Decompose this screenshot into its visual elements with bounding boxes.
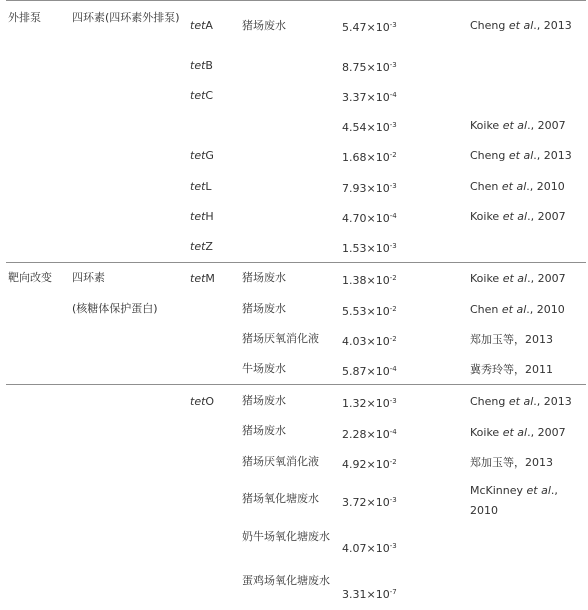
source-sample: 猪场废水 — [242, 271, 286, 284]
gene-name: tetA — [190, 19, 213, 32]
section-divider — [6, 384, 586, 385]
abundance-value: $4.92\times 10^{-2}$ — [342, 458, 397, 471]
reference: Cheng et al., 2013 — [470, 19, 572, 32]
reference: Chen et al., 2010 — [470, 303, 565, 316]
abundance-value: $1.68\times 10^{-2}$ — [342, 151, 397, 164]
abundance-value: $5.47\times 10^{-3}$ — [342, 21, 397, 34]
abundance-value: $4.54\times 10^{-3}$ — [342, 121, 397, 134]
reference: Koike et al., 2007 — [470, 119, 566, 132]
table-top-border — [6, 0, 586, 1]
abundance-value: $3.31\times 10^{-7}$ — [342, 588, 397, 601]
reference-continued: 2010 — [470, 504, 498, 517]
source-sample: 猪场废水 — [242, 302, 286, 315]
reference: Cheng et al., 2013 — [470, 149, 572, 162]
gene-name: tetZ — [190, 240, 213, 253]
antibiotic-class: 四环素 — [72, 271, 105, 284]
reference: 郑加玉等，2013 — [470, 333, 553, 346]
source-sample: 牛场废水 — [242, 362, 286, 375]
section-divider — [6, 262, 586, 263]
gene-name: tetC — [190, 89, 214, 102]
antibiotic-class: (核糖体保护蛋白) — [72, 302, 158, 315]
abundance-value: $5.87\times 10^{-4}$ — [342, 365, 397, 378]
reference: 郑加玉等，2013 — [470, 456, 553, 469]
reference: Cheng et al., 2013 — [470, 395, 572, 408]
gene-name: tetH — [190, 210, 214, 223]
reference: Koike et al., 2007 — [470, 210, 566, 223]
source-sample: 猪场厌氧消化液 — [242, 455, 319, 468]
source-sample: 猪场厌氧消化液 — [242, 332, 319, 345]
abundance-value: $1.32\times 10^{-3}$ — [342, 397, 397, 410]
gene-name: tetL — [190, 180, 212, 193]
source-sample: 蛋鸡场氧化塘废水 — [242, 574, 330, 587]
resistance-mechanism: 外排泵 — [8, 11, 41, 24]
abundance-value: $3.37\times 10^{-4}$ — [342, 91, 397, 104]
resistance-mechanism: 靶向改变 — [8, 271, 52, 284]
abundance-value: $4.70\times 10^{-4}$ — [342, 212, 397, 225]
reference: Chen et al., 2010 — [470, 180, 565, 193]
gene-name: tetO — [190, 395, 215, 408]
abundance-value: $1.53\times 10^{-3}$ — [342, 242, 397, 255]
gene-name: tetM — [190, 272, 215, 285]
abundance-value: $3.72\times 10^{-3}$ — [342, 496, 397, 509]
reference: 冀秀玲等，2011 — [470, 363, 553, 376]
source-sample: 猪场废水 — [242, 19, 286, 32]
source-sample: 猪场废水 — [242, 394, 286, 407]
reference: Koike et al., 2007 — [470, 426, 566, 439]
gene-name: tetG — [190, 149, 214, 162]
abundance-value: $1.38\times 10^{-2}$ — [342, 274, 397, 287]
abundance-value: $7.93\times 10^{-3}$ — [342, 182, 397, 195]
abundance-value: $4.03\times 10^{-2}$ — [342, 335, 397, 348]
antibiotic-class: 四环素(四环素外排泵) — [72, 11, 180, 24]
source-sample: 猪场氧化塘废水 — [242, 492, 319, 505]
source-sample: 奶牛场氧化塘废水 — [242, 530, 330, 543]
reference: Koike et al., 2007 — [470, 272, 566, 285]
abundance-value: $2.28\times 10^{-4}$ — [342, 428, 397, 441]
abundance-value: $8.75\times 10^{-3}$ — [342, 61, 397, 74]
reference: McKinney et al., — [470, 484, 558, 497]
abundance-value: $4.07\times 10^{-3}$ — [342, 542, 397, 555]
abundance-value: $5.53\times 10^{-2}$ — [342, 305, 397, 318]
source-sample: 猪场废水 — [242, 424, 286, 437]
gene-name: tetB — [190, 59, 213, 72]
